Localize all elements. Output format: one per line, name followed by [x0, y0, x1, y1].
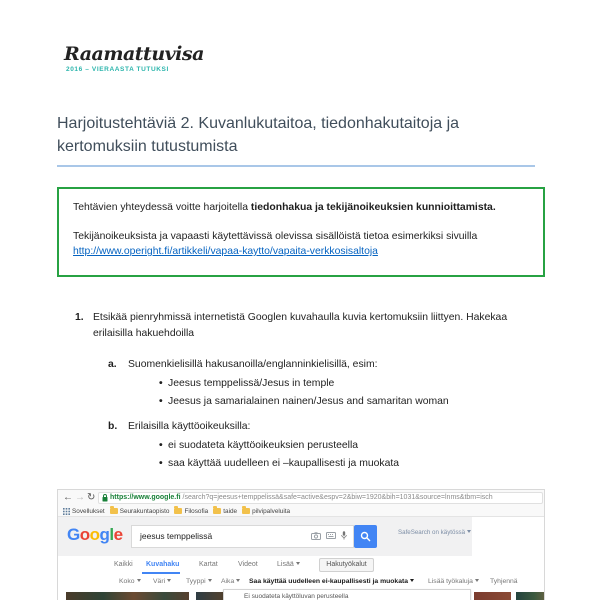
list-subitem-b [108, 419, 545, 435]
list-subitem-a [108, 357, 545, 373]
image-thumbnail[interactable] [516, 592, 545, 600]
filter-clear[interactable] [490, 578, 518, 585]
chevron-down-icon [296, 562, 300, 565]
exercise-list [75, 310, 545, 473]
keyboard-icon[interactable] [326, 532, 336, 539]
search-icon [360, 531, 371, 542]
list-item [75, 310, 545, 342]
bullet-item [159, 393, 545, 411]
tab-videot[interactable]: Videot [238, 561, 258, 568]
operight-hyperlink[interactable]: http://www.operight.fi/artikkeli/vapaa-kaytto/vapaita-verkkosisaltoja [73, 246, 378, 257]
bookmark-label: Seurakuntaopisto [119, 507, 170, 515]
bullet-icon: • [159, 458, 163, 469]
info-intro-text: Tehtävien yhteydessä voitte harjoitella [73, 202, 251, 213]
lock-icon [102, 494, 108, 502]
image-filters-bar [58, 574, 544, 589]
search-query-text: jeesus temppelissä [140, 531, 213, 541]
tab-lisaa[interactable] [277, 561, 300, 568]
logo-tagline: 2016 – VIERAASTA TUTUKSI [66, 66, 169, 73]
bookmark-folder[interactable] [174, 508, 208, 515]
bullet-icon: • [159, 440, 163, 451]
list-subitem-text: Suomenkielisillä hakusanoilla/englanninkielisillä, esim: [128, 359, 378, 370]
filter-label: Lisää työkaluja [428, 578, 473, 585]
filter-label: Saa käyttää uudelleen ei-kaupallisesti ja muokata [249, 578, 409, 585]
google-logo-letter: e [113, 525, 123, 544]
chevron-down-icon [236, 579, 240, 582]
apps-label: Sovellukset [72, 507, 105, 515]
dropdown-option[interactable]: Ei suodateta käyttöluvan perusteella [244, 593, 349, 600]
tab-kuvahaku[interactable]: Kuvahaku [146, 561, 180, 568]
filter-label: Aika [221, 578, 235, 585]
bullet-item [159, 375, 545, 393]
info-intro-bold-text: tiedonhakua ja tekijänoikeuksien kunnioittamista. [250, 202, 496, 213]
list-subitem-marker: b. [108, 421, 118, 432]
filter-usage-rights[interactable] [249, 578, 414, 585]
bullet-text: Jeesus ja samarialainen nainen/Jesus and samaritan woman [168, 396, 449, 407]
bullet-icon: • [159, 396, 163, 407]
chevron-down-icon [475, 579, 479, 582]
apps-grid-icon [63, 508, 70, 515]
search-tabs [58, 556, 544, 574]
filter-tyyppi[interactable] [186, 578, 212, 585]
google-logo-letter: G [67, 525, 80, 544]
address-bar[interactable] [98, 492, 543, 504]
bullet-list-b [159, 437, 545, 473]
bullet-text: Jeesus temppelissä/Jesus in temple [168, 378, 335, 389]
tab-lisaa-label: Lisää [277, 561, 294, 568]
filter-label: Tyhjennä [490, 578, 518, 585]
folder-icon [213, 508, 221, 514]
list-subitem-marker: a. [108, 359, 117, 370]
filter-label: Koko [119, 578, 135, 585]
search-tools-button[interactable]: Hakutyökalut [319, 558, 374, 572]
folder-icon [242, 508, 250, 514]
google-logo-letter: l [109, 525, 114, 544]
bullet-text: ei suodateta käyttöoikeuksien perusteella [168, 440, 359, 451]
chevron-down-icon [208, 579, 212, 582]
image-thumbnail[interactable] [196, 592, 223, 600]
browser-screenshot [57, 489, 545, 600]
raamattuvisa-logo [64, 44, 204, 73]
bookmark-folder[interactable] [242, 508, 290, 515]
chevron-down-icon [467, 530, 471, 533]
filter-more-tools[interactable] [428, 578, 479, 585]
info-box [57, 187, 545, 277]
filter-label: Tyyppi [186, 578, 206, 585]
logo-wordmark: Raamattuvisa [64, 43, 204, 65]
bullet-list-a [159, 375, 545, 411]
list-subitem-text: Erilaisilla käyttöoikeuksilla: [128, 421, 251, 432]
list-item-text: Etsikää pienryhmissä internetistä Googlen kuvahaulla kuvia kertomuksiin liittyen. Hakekaa erilaisilla hakuehdoilla [93, 312, 508, 339]
list-item-number: 1. [75, 312, 84, 323]
chevron-down-icon [137, 579, 141, 582]
bookmark-folder[interactable] [110, 508, 170, 515]
bullet-item [159, 437, 545, 455]
bookmark-label: Filosofia [184, 507, 209, 515]
info-box-intro [73, 200, 529, 215]
chevron-down-icon [167, 579, 171, 582]
reload-icon[interactable]: ↻ [87, 492, 96, 503]
apps-shortcut[interactable] [63, 508, 105, 515]
url-domain: https://www.google.fi [110, 494, 181, 501]
safesearch-label: SafeSearch on käytössä [398, 529, 466, 536]
url-path: /search?q=jeesus+temppelissä&safe=active&espv=2&biw=1920&bih=1031&source=lnms&tbm=isch [182, 494, 493, 501]
safesearch-status[interactable] [398, 529, 471, 536]
image-thumbnail[interactable] [474, 592, 511, 600]
filter-vari[interactable] [153, 578, 171, 585]
filter-label: Väri [153, 578, 166, 585]
tab-kaikki[interactable]: Kaikki [114, 561, 133, 568]
folder-icon [110, 508, 118, 514]
tab-kartat[interactable]: Kartat [199, 561, 218, 568]
folder-icon [174, 508, 182, 514]
filter-aika[interactable] [221, 578, 240, 585]
bullet-text: saa käyttää uudelleen ei –kaupallisesti ja muokata [168, 458, 400, 469]
camera-search-icon[interactable] [311, 532, 321, 540]
bullet-item [159, 455, 545, 473]
chevron-down-icon [410, 579, 414, 582]
bookmark-folder[interactable] [213, 508, 237, 515]
page-title: Harjoitustehtäviä 2. Kuvanlukutaitoa, tiedonhakutaitoja ja kertomuksiin tutustumista [57, 112, 535, 167]
bookmark-label: pilvipalveluita [252, 507, 291, 515]
google-logo-letter: g [99, 525, 110, 544]
search-input[interactable] [131, 525, 354, 548]
forward-icon[interactable]: → [75, 492, 85, 503]
image-thumbnail[interactable] [66, 592, 189, 600]
bookmarks-bar [58, 506, 544, 517]
info-box-body: Tekijänoikeuksista ja vapaasti käytettävissä olevissa sisällöistä tietoa esimerkiksi sivuilla [73, 231, 478, 242]
back-icon[interactable]: ← [63, 492, 73, 503]
bullet-icon: • [159, 378, 163, 389]
google-logo-letter: o [89, 525, 100, 544]
google-logo [67, 525, 123, 545]
browser-toolbar [58, 490, 544, 506]
search-button[interactable] [354, 525, 377, 548]
microphone-icon[interactable] [341, 531, 347, 540]
bookmark-label: taide [223, 507, 238, 515]
usage-rights-dropdown [223, 589, 471, 600]
google-logo-letter: o [79, 525, 90, 544]
filter-koko[interactable] [119, 578, 141, 585]
